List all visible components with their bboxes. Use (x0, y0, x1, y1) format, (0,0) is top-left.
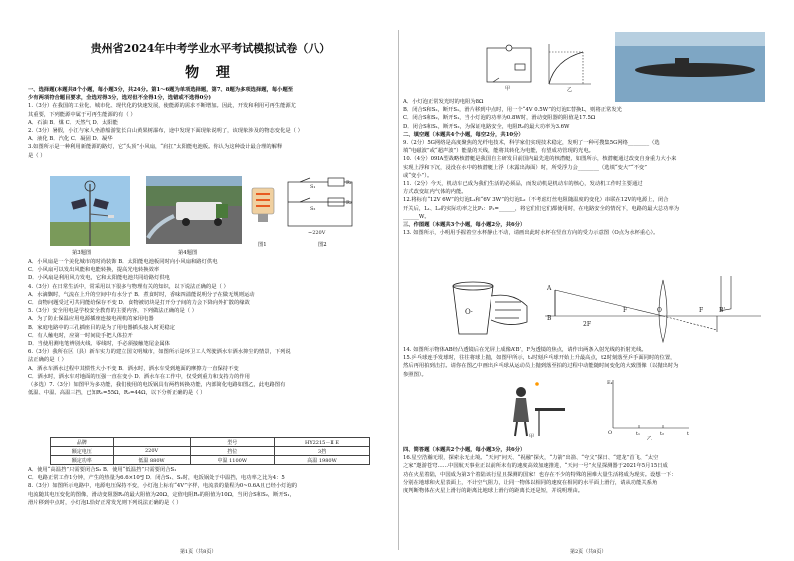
caption-fig2: 图2 (318, 242, 327, 248)
heater-figure (250, 186, 276, 226)
svg-text:~220V: ~220V (308, 230, 326, 236)
text-line: C．洒水时，洒水车对地面的压强一直在变小 D．洒水车在工作中，仅受到重力和支持力的作用 (28, 373, 250, 380)
svg-text:O: O (657, 307, 662, 314)
svg-text:t: t (687, 431, 690, 437)
text-line: 13. 如图所示，小明用手握着空水杯静止不动，请画出此时水杯在竖直方向的受力示意图（O点为水杯重心）。 (403, 230, 659, 237)
text-line: ______W。 (403, 213, 430, 220)
svg-text:R₂: R₂ (346, 200, 352, 206)
table-cell: 品牌 (51, 438, 114, 447)
text-line: 开关后，L₁、L₂的实际功率之比P₁：P₂=______，将它们们它们都使用时，在电路安全的情况下，电路的最大总功率为 (403, 205, 680, 212)
ping-pong-player-figure (499, 378, 569, 438)
page-number-right: 第2页（共8页） (570, 549, 607, 555)
text-line: B．家庭电路中的三孔插座目的是为了用电器插头接入时更稳定 (28, 324, 175, 331)
svg-text:S₂: S₂ (310, 206, 316, 212)
street-light-figure (50, 176, 130, 246)
text-line: 度判断物体在火星上滑行的距离比地球上滑行的距离长还是短，并说明理由。 (403, 488, 584, 494)
text-line: 一、选择题(本题共8个小题，每小题3分，共24分。第1～6题为单项选择题，第7、8题为多项选择题，每小题至 (28, 87, 294, 93)
text-line: A．石油 B．煤 C．天然气 D．太阳能 (28, 119, 118, 126)
circuit-figure (280, 176, 360, 240)
text-line: 三、作图题（本题共3个小题，每小题2分，共6分） (403, 222, 526, 228)
table-cell: 220V (113, 447, 190, 456)
text-line: 参照图）。 (403, 371, 427, 378)
exam-title: 贵州省2024年中考学业水平考试模拟试卷（八） (90, 42, 331, 55)
text-line: 分别在地球和火星表面上，不计空气阻力，让同一物体以相同的速度在相同的水平面上滑行，请从功能关系角 (403, 479, 658, 486)
svg-text:F: F (699, 307, 704, 314)
text-line: B．闭合S和S₂，断开S₁，滑片移到中点时，用一个“4V 0.5W”的灯泡L’替换L，则将正常发光 (403, 107, 622, 114)
text-line: A．使用“高温挡”只需要闭合S₂ B．使用“低温挡”只需要闭合S₁ (28, 467, 177, 473)
text-line: 之家”遨游苍穹……中国航天事业正以前所未有的速度高效加速推进，“天问一号”火星探测器于2021年5月15日成 (403, 463, 668, 470)
text-line: C．闭合S和S₂，断开S₁，当小灯泡的功率为0.8W时，滑动变阻器的阻值是17.5Ω (403, 115, 596, 122)
table-cell (113, 438, 190, 447)
text-line: D．闭合S和S₁，断开S₂，为保证电路安全，电阻R₂的最大功率为3.6W (403, 123, 570, 130)
text-line: 或“变小”）。 (403, 172, 433, 179)
svg-text:甲: 甲 (529, 434, 535, 438)
text-line: 1.（3分）在我国的工业化、城市化、现代化的快速发展，使能源的需求不断增加。因此，开发和利用可再生能源尤 (28, 103, 296, 110)
caption-fig1: 图1 (258, 242, 267, 248)
text-line: 实现上浮和下沉，浸没在水中的核潜艇上浮（未露出海面）时，所受浮力会________（选填“变大”“不变” (403, 164, 647, 171)
text-line: 8.（3分）如图所示电路中，电源电压保持不变，小灯泡上标有“4V”字样，电流表的量程为0~0.6A且已经小灯泡的 (28, 483, 298, 490)
text-line: A．水滴飘时，气流在上升的空间中有水分子 B．煮食时时，香味四溢能说明分子在做无规则运动 (28, 291, 255, 298)
subject-title: 物 理 (185, 65, 236, 81)
svg-text:乙: 乙 (567, 87, 573, 92)
text-line: 方式改变缸内气体的内能。 (403, 189, 467, 196)
text-line: （多选）7.（3分）如图甲为多功能，我们使用的电饭锅具有两档转换功能，内部简化电路如图乙，此电路图有 (28, 382, 286, 388)
text-line: 2.（3分）暑假，小江与家人坐游船游览长白山黄果树瀑布，途中发现下面现象说明了，该现象涉及的物态变化是（ ） (28, 128, 303, 134)
table-cell: 挡位 (190, 447, 274, 456)
table-cell: 低温 880W (113, 456, 190, 465)
svg-text:S₁: S₁ (310, 184, 316, 190)
text-line: D．当使用测电笔辨别火线、零线时，手必须接触笔尾金属体 (28, 341, 170, 347)
text-line: 12.将标有“12V 6W”的灯泡L₁和“6V 3W”的灯泡L₂（不考虑灯丝电阻随温度的变化）串联在12V的电源上，闭合 (403, 197, 669, 204)
text-line: 是（ ） (28, 152, 46, 159)
svg-text:O: O (608, 430, 613, 436)
text-line: 填“电磁波”或“超声波”）能量的天线，能将其转化为电能，有望成功管现的光电。 (403, 148, 594, 155)
text-line: A．小风扇是一个美化城市的时尚装饰 B．太阳能电池板同时向小风扇和路灯供电 (28, 259, 218, 265)
text-line: 功在火星着陆，中国成为第3个着陆该行星且探测的国家！也存在不少的特殊的困难大量生活将成为现实。设想一下： (403, 471, 677, 478)
table-row (51, 447, 370, 456)
sprinkler-truck-figure (146, 176, 242, 244)
page-number-left: 第1页（共8页） (180, 549, 217, 555)
svg-text:t₂: t₂ (660, 431, 665, 437)
text-line: 四、简答题（本题共2个小题，每小题3分，共6分） (403, 447, 526, 453)
svg-text:乙: 乙 (647, 436, 653, 440)
text-line: A．小灯泡正常发光时的电阻为8Ω (403, 99, 484, 105)
text-line: D．小风扇是利用风力发电，它和太阳能电池共同给路灯供电 (28, 275, 170, 282)
text-line: C．小风扇可以发出风能和电能转换，提高光电转换效率 (28, 267, 160, 274)
svg-text:B': B' (719, 307, 726, 314)
submarine-figure (615, 32, 765, 102)
text-line: A．为了防止保温应用电源插座连接电视机的家用电器 (28, 316, 154, 323)
svg-text:O·: O· (465, 308, 473, 316)
table-cell: 3挡 (274, 447, 369, 456)
iu-graph-figure (543, 40, 595, 92)
text-line: 然后再用拍到击打。请你在图乙中画出乒乓球从运动员上抛到落至拍的过程中动能随时间变化的大致图像（以抛出时为 (403, 363, 679, 370)
table-cell: 高温 1980W (274, 456, 369, 465)
text-line: 5.（3分）安全用电是学校安全教育的主要内容，下列做法正确的是（ ） (28, 308, 198, 315)
svg-text:甲: 甲 (505, 86, 511, 92)
text-line: 14. 如图所示物体AB经凸透镜后在光屏上成像A’B’，F为透镜的焦点，请作出两条入射光线的折射光线。 (403, 347, 647, 353)
column-divider (398, 30, 399, 550)
text-line: 少有两项符合题目要求，全选对得3分，选对但不全得1分，选错或不选得0分) (28, 95, 212, 102)
text-line: 11.（2分）今天，机动车已成为我们生活的必须品，而发动机是机动车的核心，发动机工作时主要通过 (403, 181, 643, 187)
text-line: 滑片移到中点时，小灯泡L恰好正常发光则下列说法正确的是（ ） (28, 499, 182, 506)
table-cell: HY2215－Ⅱ E (274, 438, 369, 447)
table-cell: 额定功率 (51, 456, 114, 465)
text-line: 9.（2分）5G网络是高度聚焦的光纤电技术，科学家们实现技术稳定，发明了一种可搜集5G网络________（选 (403, 140, 660, 146)
cup-hand-figure (443, 272, 533, 342)
lens-diagram-figure (543, 276, 763, 346)
text-line: 电流随其电压变化的图像，滑动变阻器R₁的最大阻值为20Ω，定值电阻R₂的阻值为10Ω，当闭合S和S₂，断开S₁， (28, 491, 295, 498)
table-row (51, 438, 370, 447)
text-line: 法正确的是（ ） (28, 357, 67, 364)
text-line: 低温、中温、高温三挡，已知R₁=55Ω，R₂=44Ω，以下分析正确的是（ ） (28, 390, 206, 397)
text-line: 15.乒乓球连手发球时，往往将球上抛，如图甲所示，t₁时刻乒乓球开始上升最高点，t2时刻落至乒手面同时的位置， (403, 355, 676, 362)
text-line: A．洒水车洒水过程中其惯性大小不变 B．洒水时，洒水车受到地面的摩擦力一直保持不变 (28, 365, 239, 372)
text-line: 4.（3分）在日常生活中，常采用以下很多与物理有关的知识，以下说法正确的是（ ） (28, 283, 229, 290)
text-line: 二、填空题（本题共4个小题，每空2分，共10分） (403, 131, 524, 138)
text-line: 10.（4分）09IA型战略核潜艇是我国自主研发目前国内最先进的核潜艇，如图所示，核潜艇通过改变自身重力大小来 (403, 156, 677, 163)
svg-text:A: A (547, 285, 552, 292)
text-line: C．电路正常工作1分钟，产生的热量为6.6×10⁴J D．闭合S₁、S₂时，电饭锅处于中温挡，电功率之比为4：5 (28, 475, 285, 482)
text-line: 其重要，下列能源中属于可再生能源的有（ ） (28, 111, 136, 118)
text-line: A．液化 B．汽化 C．凝固 D．凝华 (28, 136, 113, 143)
svg-text:F: F (623, 307, 628, 314)
right-column (403, 0, 771, 561)
table-cell: 中温 1100W (190, 456, 274, 465)
caption-q3: 第3题图 (72, 250, 92, 256)
text-line: C．有人触电时，应第一时间徒手把人体拉开 (28, 332, 133, 339)
text-line: C．食物问题受过可共同能给保存不变 D．食物被切块是打开分子间的力会下降向外扩散的缘故 (28, 300, 250, 306)
text-line: 3.如图所示是一种利用新能源的路灯，它“头顶”小风扇，“肩扛”太阳能电池板。你认为这种设计最合理的解释 (28, 144, 283, 151)
svg-text:t₁: t₁ (636, 431, 641, 437)
svg-text:B: B (547, 315, 552, 322)
caption-q4: 第4题图 (178, 250, 198, 256)
energy-time-graph (603, 376, 693, 440)
text-line: 6.（3分）我所在区（县）新车实力的建立国文明城市，如图所示是环卫工人驾驶洒水车洒水抑尘的情景，下列说 (28, 349, 291, 356)
table-row (51, 456, 370, 465)
table-cell: 型号 (190, 438, 274, 447)
left-column (28, 0, 393, 561)
text-line: 16.星空浩瀚无垠，探索永无止境。“天问”问天、“祝融”探火，“力箭”出箭、“夸父”探日、“建龙”首飞、“太空 (403, 455, 659, 462)
svg-text:R₁: R₁ (346, 180, 352, 186)
svg-text:Eₖ: Eₖ (607, 380, 613, 386)
table-cell: 额定电压 (51, 447, 114, 456)
rice-cooker-table (50, 437, 370, 465)
svg-text:2F: 2F (583, 321, 591, 328)
q8-circuit-figure (483, 40, 535, 92)
